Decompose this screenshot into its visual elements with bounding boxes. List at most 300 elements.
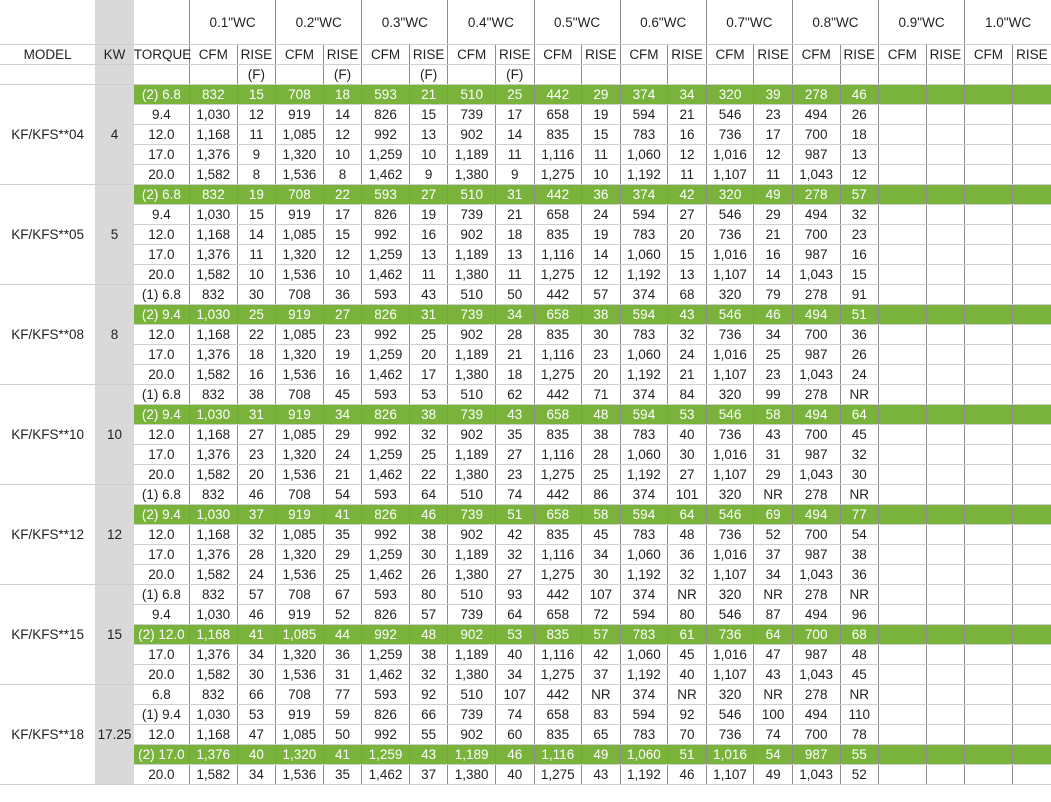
cfm-cell: 826 (362, 205, 410, 225)
rise-cell: 38 (409, 645, 448, 665)
cfm-cell (879, 705, 927, 725)
cfm-cell: 739 (448, 505, 496, 525)
cfm-cell (879, 185, 927, 205)
cfm-cell: 832 (190, 485, 238, 505)
rise-cell: 54 (323, 485, 362, 505)
cfm-cell: 546 (706, 305, 754, 325)
model-cell: KF/KFS**12 (0, 485, 95, 585)
rise-cell: 80 (409, 585, 448, 605)
cfm-note (362, 65, 410, 85)
table-row (0, 725, 1051, 745)
rise-column-header: RISE (323, 45, 362, 65)
cfm-cell (965, 465, 1013, 485)
cfm-cell: 1,380 (448, 265, 496, 285)
cfm-cell: 546 (706, 205, 754, 225)
cfm-cell: 1,462 (362, 465, 410, 485)
cfm-cell: 700 (792, 425, 840, 445)
cfm-note (276, 65, 324, 85)
rise-cell: 11 (409, 265, 448, 285)
rise-cell: 45 (323, 385, 362, 405)
rise-cell: 44 (323, 625, 362, 645)
cfm-cell (965, 305, 1013, 325)
cfm-cell (965, 145, 1013, 165)
cfm-cell: 442 (534, 485, 582, 505)
rise-cell (1012, 745, 1051, 765)
rise-cell (926, 165, 965, 185)
cfm-cell: 1,462 (362, 265, 410, 285)
pressure-header: 0.2"WC (276, 0, 362, 45)
rise-cell: 10 (323, 145, 362, 165)
rise-cell: 74 (496, 485, 535, 505)
cfm-cell (879, 125, 927, 145)
cfm-cell: 658 (534, 705, 582, 725)
note-blank-kw (95, 65, 134, 85)
cfm-cell: 1,085 (276, 525, 324, 545)
table-row (0, 665, 1051, 685)
pressure-header: 0.8"WC (792, 0, 878, 45)
rise-cell: 25 (323, 565, 362, 585)
rise-cell (926, 585, 965, 605)
cfm-cell: 783 (620, 125, 668, 145)
rise-column-header: RISE (409, 45, 448, 65)
rise-cell: 15 (323, 225, 362, 245)
rise-cell: 34 (237, 765, 276, 785)
cfm-note (190, 65, 238, 85)
cfm-cell (879, 685, 927, 705)
table-row (0, 165, 1051, 185)
cfm-cell: 1,168 (190, 225, 238, 245)
table-row-highlighted (0, 505, 1051, 525)
torque-cell: 20.0 (134, 165, 190, 185)
cfm-cell: 494 (792, 705, 840, 725)
rise-cell: 68 (668, 285, 707, 305)
cfm-cell: 739 (448, 705, 496, 725)
rise-cell (926, 745, 965, 765)
rise-cell: 10 (237, 265, 276, 285)
cfm-cell: 708 (276, 85, 324, 105)
cfm-column-header: CFM (879, 45, 927, 65)
cfm-cell: 1,320 (276, 345, 324, 365)
cfm-cell: 1,582 (190, 765, 238, 785)
cfm-cell (879, 565, 927, 585)
note-blank (134, 65, 190, 85)
cfm-cell (965, 505, 1013, 525)
rise-cell: 43 (409, 745, 448, 765)
rise-cell: 26 (840, 345, 879, 365)
rise-cell: 30 (237, 285, 276, 305)
cfm-cell: 1,060 (620, 345, 668, 365)
rise-cell: 30 (409, 545, 448, 565)
cfm-cell: 442 (534, 385, 582, 405)
rise-cell: 38 (409, 525, 448, 545)
cfm-cell: 1,085 (276, 225, 324, 245)
cfm-cell: 835 (534, 325, 582, 345)
rise-cell: 29 (323, 545, 362, 565)
cfm-cell: 919 (276, 505, 324, 525)
rise-cell: 15 (668, 245, 707, 265)
rise-column-header: RISE (754, 45, 793, 65)
cfm-cell: 510 (448, 485, 496, 505)
cfm-cell: 546 (706, 105, 754, 125)
cfm-cell (965, 105, 1013, 125)
cfm-cell: 593 (362, 185, 410, 205)
cfm-cell: 1,043 (792, 265, 840, 285)
rise-cell (1012, 765, 1051, 785)
kw-cell: 8 (95, 285, 134, 385)
torque-cell: 12.0 (134, 425, 190, 445)
cfm-cell: 1,275 (534, 265, 582, 285)
rise-cell (1012, 725, 1051, 745)
cfm-cell: 1,189 (448, 545, 496, 565)
rise-cell: 54 (754, 745, 793, 765)
cfm-cell: 1,107 (706, 565, 754, 585)
rise-cell: 20 (668, 225, 707, 245)
cfm-cell: 1,189 (448, 345, 496, 365)
rise-cell: 30 (237, 665, 276, 685)
torque-cell: 20.0 (134, 665, 190, 685)
rise-cell: 48 (668, 525, 707, 545)
cfm-cell: 374 (620, 185, 668, 205)
rise-cell: NR (582, 685, 621, 705)
cfm-cell: 658 (534, 605, 582, 625)
rise-cell: 32 (409, 665, 448, 685)
cfm-cell: 546 (706, 505, 754, 525)
cfm-cell: 1,168 (190, 725, 238, 745)
torque-cell: 20.0 (134, 365, 190, 385)
cfm-cell: 1,016 (706, 445, 754, 465)
table-row (0, 145, 1051, 165)
rise-cell: 38 (409, 405, 448, 425)
cfm-cell: 1,536 (276, 165, 324, 185)
rise-cell: 10 (582, 165, 621, 185)
cfm-cell: 700 (792, 325, 840, 345)
rise-cell: 64 (840, 405, 879, 425)
rise-cell: 21 (754, 225, 793, 245)
cfm-cell: 1,060 (620, 545, 668, 565)
cfm-cell: 708 (276, 285, 324, 305)
rise-cell: 25 (409, 445, 448, 465)
rise-cell: 42 (668, 185, 707, 205)
cfm-cell (965, 225, 1013, 245)
torque-cell: 12.0 (134, 725, 190, 745)
cfm-cell: 494 (792, 405, 840, 425)
cfm-cell: 1,168 (190, 325, 238, 345)
rise-cell: 22 (409, 465, 448, 485)
cfm-cell: 783 (620, 225, 668, 245)
cfm-cell (965, 325, 1013, 345)
cfm-cell: 1,462 (362, 765, 410, 785)
cfm-cell: 593 (362, 385, 410, 405)
cfm-cell (965, 85, 1013, 105)
rise-cell: 46 (237, 605, 276, 625)
cfm-cell: 1,116 (534, 645, 582, 665)
cfm-cell (879, 365, 927, 385)
table-row-highlighted (0, 745, 1051, 765)
rise-cell (1012, 145, 1051, 165)
cfm-cell: 1,085 (276, 125, 324, 145)
cfm-cell: 1,536 (276, 765, 324, 785)
rise-cell: 70 (668, 725, 707, 745)
rise-cell: 50 (323, 725, 362, 745)
rise-cell: 12 (323, 125, 362, 145)
header-blank (134, 0, 190, 45)
torque-cell: 20.0 (134, 465, 190, 485)
rise-cell (1012, 305, 1051, 325)
cfm-cell: 1,030 (190, 205, 238, 225)
cfm-cell: 987 (792, 145, 840, 165)
cfm-cell: 1,060 (620, 745, 668, 765)
rise-column-header: RISE (582, 45, 621, 65)
cfm-cell: 987 (792, 545, 840, 565)
cfm-cell: 1,016 (706, 645, 754, 665)
cfm-cell: 593 (362, 485, 410, 505)
cfm-cell: 736 (706, 625, 754, 645)
cfm-cell: 783 (620, 725, 668, 745)
rise-cell: 43 (496, 405, 535, 425)
rise-cell: 58 (582, 505, 621, 525)
rise-cell: 32 (840, 445, 879, 465)
cfm-cell: 1,107 (706, 265, 754, 285)
table-row (0, 645, 1051, 665)
rise-cell: 69 (754, 505, 793, 525)
cfm-cell: 594 (620, 405, 668, 425)
rise-cell: 64 (496, 605, 535, 625)
rise-cell: 48 (582, 405, 621, 425)
rise-cell: NR (668, 685, 707, 705)
rise-cell: 15 (840, 265, 879, 285)
rise-cell: 46 (409, 505, 448, 525)
rise-cell: 18 (237, 345, 276, 365)
cfm-cell (879, 725, 927, 745)
cfm-cell (879, 765, 927, 785)
table-row (0, 485, 1051, 505)
rise-cell: 16 (754, 245, 793, 265)
table-row (0, 565, 1051, 585)
cfm-cell (965, 545, 1013, 565)
cfm-cell: 1,376 (190, 245, 238, 265)
table-row (0, 425, 1051, 445)
cfm-cell: 700 (792, 725, 840, 745)
rise-cell (1012, 445, 1051, 465)
cfm-cell (965, 725, 1013, 745)
rise-cell: 19 (409, 205, 448, 225)
cfm-cell: 1,107 (706, 665, 754, 685)
table-row (0, 605, 1051, 625)
rise-cell: 68 (840, 625, 879, 645)
rise-cell: 42 (496, 525, 535, 545)
cfm-column-header: CFM (276, 45, 324, 65)
cfm-cell: 832 (190, 685, 238, 705)
cfm-cell: 320 (706, 285, 754, 305)
torque-cell: (2) 9.4 (134, 405, 190, 425)
rise-cell: 55 (409, 725, 448, 745)
rise-cell (926, 145, 965, 165)
rise-cell: 12 (582, 265, 621, 285)
cfm-cell: 739 (448, 205, 496, 225)
torque-cell: (1) 6.8 (134, 585, 190, 605)
rise-cell (1012, 165, 1051, 185)
rise-cell: 32 (668, 565, 707, 585)
cfm-cell: 992 (362, 425, 410, 445)
table-row-highlighted (0, 85, 1051, 105)
rise-cell: 10 (323, 265, 362, 285)
rise-cell: 65 (582, 725, 621, 745)
cfm-cell (879, 205, 927, 225)
cfm-cell: 1,030 (190, 305, 238, 325)
rise-cell: 64 (754, 625, 793, 645)
rise-cell: 96 (840, 605, 879, 625)
cfm-cell: 593 (362, 85, 410, 105)
rise-cell (1012, 345, 1051, 365)
rise-cell: 58 (754, 405, 793, 425)
cfm-column-header: CFM (965, 45, 1013, 65)
header-blank (0, 0, 95, 45)
rise-cell: 17 (754, 125, 793, 145)
rise-cell: 79 (754, 285, 793, 305)
rise-cell (926, 465, 965, 485)
rise-cell: 53 (409, 385, 448, 405)
cfm-cell: 1,016 (706, 145, 754, 165)
rise-cell: 54 (840, 525, 879, 545)
cfm-cell: 593 (362, 685, 410, 705)
cfm-cell: 783 (620, 625, 668, 645)
rise-cell: 9 (496, 165, 535, 185)
cfm-cell: 736 (706, 525, 754, 545)
rise-cell: 31 (496, 185, 535, 205)
rise-cell: 10 (409, 145, 448, 165)
cfm-cell: 1,085 (276, 325, 324, 345)
rise-cell: 49 (754, 185, 793, 205)
rise-cell: 11 (496, 265, 535, 285)
rise-cell: 27 (496, 445, 535, 465)
rise-cell: 29 (754, 465, 793, 485)
rise-cell: 50 (496, 285, 535, 305)
rise-cell: 51 (496, 505, 535, 525)
cfm-column-header: CFM (534, 45, 582, 65)
model-cell: KF/KFS**18 (0, 685, 95, 785)
cfm-cell (965, 205, 1013, 225)
cfm-cell: 1,168 (190, 425, 238, 445)
cfm-cell (965, 685, 1013, 705)
rise-cell (1012, 265, 1051, 285)
rise-cell: 42 (582, 645, 621, 665)
rise-cell (926, 125, 965, 145)
rise-cell: 43 (754, 665, 793, 685)
cfm-cell (965, 485, 1013, 505)
cfm-cell (879, 105, 927, 125)
rise-cell: 34 (496, 665, 535, 685)
rise-cell: 31 (237, 405, 276, 425)
table-row (0, 765, 1051, 785)
cfm-cell: 594 (620, 305, 668, 325)
rise-cell: 14 (323, 105, 362, 125)
cfm-cell: 1,189 (448, 145, 496, 165)
rise-cell: 21 (409, 85, 448, 105)
rise-cell (1012, 645, 1051, 665)
rise-cell: 35 (323, 765, 362, 785)
rise-cell: 27 (496, 565, 535, 585)
rise-cell (926, 685, 965, 705)
cfm-cell: 1,189 (448, 245, 496, 265)
cfm-cell: 1,275 (534, 765, 582, 785)
cfm-cell (879, 265, 927, 285)
cfm-cell: 739 (448, 605, 496, 625)
cfm-cell: 1,030 (190, 705, 238, 725)
rise-cell: 74 (754, 725, 793, 745)
cfm-cell: 1,043 (792, 465, 840, 485)
cfm-cell: 902 (448, 225, 496, 245)
cfm-cell: 736 (706, 125, 754, 145)
rise-cell: 77 (323, 685, 362, 705)
cfm-cell: 593 (362, 585, 410, 605)
table-row (0, 465, 1051, 485)
cfm-cell: 736 (706, 725, 754, 745)
cfm-cell: 510 (448, 85, 496, 105)
cfm-cell: 510 (448, 685, 496, 705)
cfm-cell (879, 345, 927, 365)
torque-cell: 17.0 (134, 645, 190, 665)
cfm-cell: 1,192 (620, 265, 668, 285)
cfm-cell: 783 (620, 525, 668, 545)
rise-cell: 46 (840, 85, 879, 105)
kw-cell: 10 (95, 385, 134, 485)
table-row (0, 685, 1051, 705)
cfm-cell: 736 (706, 225, 754, 245)
torque-cell: 12.0 (134, 325, 190, 345)
cfm-cell: 826 (362, 705, 410, 725)
cfm-cell: 1,116 (534, 345, 582, 365)
torque-cell: 17.0 (134, 345, 190, 365)
rise-cell: 72 (582, 605, 621, 625)
cfm-cell (965, 125, 1013, 145)
cfm-cell: 708 (276, 485, 324, 505)
rise-cell: NR (754, 585, 793, 605)
rise-cell: 21 (496, 205, 535, 225)
rise-cell: 31 (409, 305, 448, 325)
kw-column-header: KW (95, 45, 134, 65)
rise-cell: 20 (237, 465, 276, 485)
cfm-cell (879, 145, 927, 165)
cfm-cell: 1,275 (534, 365, 582, 385)
rise-cell (1012, 85, 1051, 105)
cfm-note (534, 65, 582, 85)
rise-cell: 14 (496, 125, 535, 145)
cfm-cell: 826 (362, 605, 410, 625)
rise-cell: 32 (409, 425, 448, 445)
cfm-cell: 510 (448, 285, 496, 305)
rise-cell (1012, 405, 1051, 425)
cfm-cell: 1,060 (620, 245, 668, 265)
cfm-cell: 546 (706, 405, 754, 425)
rise-cell: 51 (668, 745, 707, 765)
rise-cell: 27 (668, 205, 707, 225)
rise-cell: 16 (237, 365, 276, 385)
rise-cell (1012, 565, 1051, 585)
rise-note: (F) (323, 65, 362, 85)
rise-cell (926, 445, 965, 465)
pressure-header: 0.4"WC (448, 0, 534, 45)
rise-cell (926, 105, 965, 125)
rise-cell: 45 (840, 665, 879, 685)
cfm-cell: 1,259 (362, 245, 410, 265)
table-row (0, 445, 1051, 465)
cfm-cell: 320 (706, 585, 754, 605)
cfm-cell: 442 (534, 585, 582, 605)
rise-cell: 32 (668, 325, 707, 345)
cfm-cell: 700 (792, 625, 840, 645)
rise-cell (926, 345, 965, 365)
rise-cell: 80 (668, 605, 707, 625)
